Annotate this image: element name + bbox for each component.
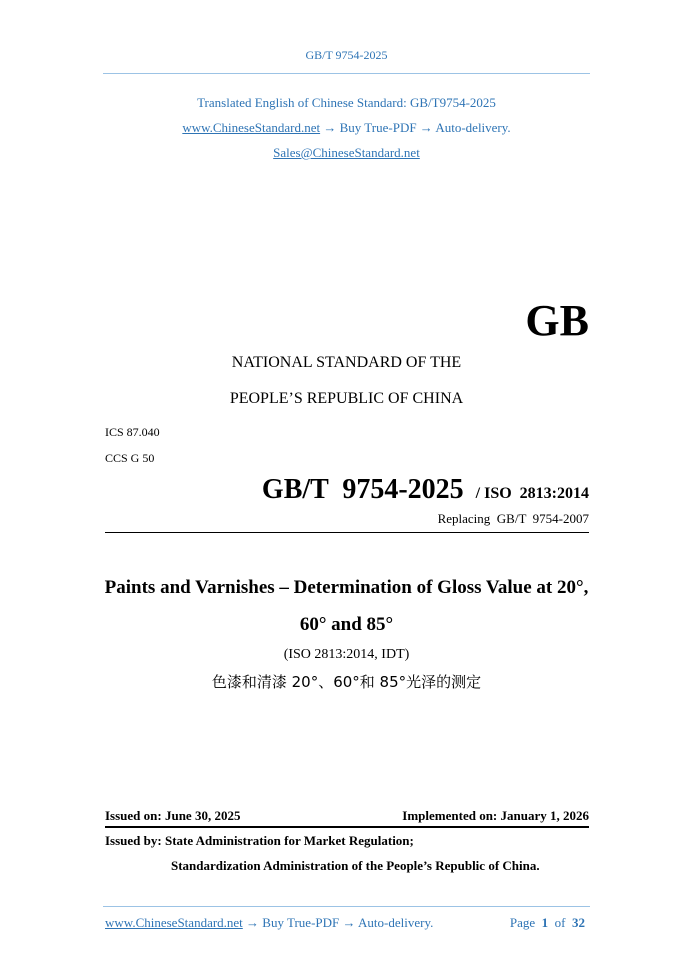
national-line2: PEOPLE’S REPUBLIC OF CHINA [229, 390, 464, 407]
page-of: of [554, 915, 566, 930]
promo-links [0, 121, 693, 136]
chinese-title: 色漆和清漆 20°、60°和 85°光泽的测定 [211, 673, 482, 691]
standard-number-row [262, 474, 589, 506]
promo-line: Translated English of Chinese Standard: GB/T9754-2025 [197, 95, 496, 110]
promo-arrow-text: → Buy True-PDF → Auto-delivery. [323, 120, 511, 135]
page-indicator [510, 916, 585, 931]
issue-divider [105, 826, 589, 828]
issued-on: Issued on: June 30, 2025 [105, 808, 241, 823]
title-line2: 60° and 85° [299, 614, 394, 635]
email-row [0, 146, 693, 161]
footer-links [105, 916, 433, 931]
standard-number: GB/T 9754-2025 [261, 474, 464, 505]
page-label: Page [509, 915, 536, 930]
ics-code: ICS 87.040 [105, 425, 160, 439]
issued-by: Issued by: State Administration for Market Regulation; [105, 833, 414, 848]
site-link[interactable]: www.ChineseStandard.net [182, 120, 321, 135]
issued-by-2: Standardization Administration of the People’s Republic of China. [171, 858, 540, 873]
idt-note: (ISO 2813:2014, IDT) [283, 647, 410, 662]
header-code: GB/T 9754-2025 [305, 48, 388, 62]
footer-site-link[interactable]: www.ChineseStandard.net [105, 915, 243, 930]
page-number: 1 [541, 915, 549, 930]
ccs-code: CCS G 50 [105, 451, 155, 465]
iso-number: / ISO 2813:2014 [475, 485, 589, 502]
email-link[interactable]: Sales@ChineseStandard.net [273, 145, 420, 160]
gb-logo: GB [525, 296, 589, 345]
page-total: 32 [572, 915, 585, 930]
national-line1: NATIONAL STANDARD OF THE [231, 354, 462, 371]
footer-divider [103, 906, 590, 907]
implemented-on: Implemented on: January 1, 2026 [402, 808, 589, 823]
replacing: Replacing GB/T 9754-2007 [437, 511, 589, 526]
standard-divider [105, 532, 589, 533]
title-line1: Paints and Varnishes – Determination of Gloss Value at 20°, [104, 577, 589, 598]
header-divider [103, 73, 590, 74]
footer-arrow-text: → Buy True-PDF → Auto-delivery. [246, 915, 434, 930]
